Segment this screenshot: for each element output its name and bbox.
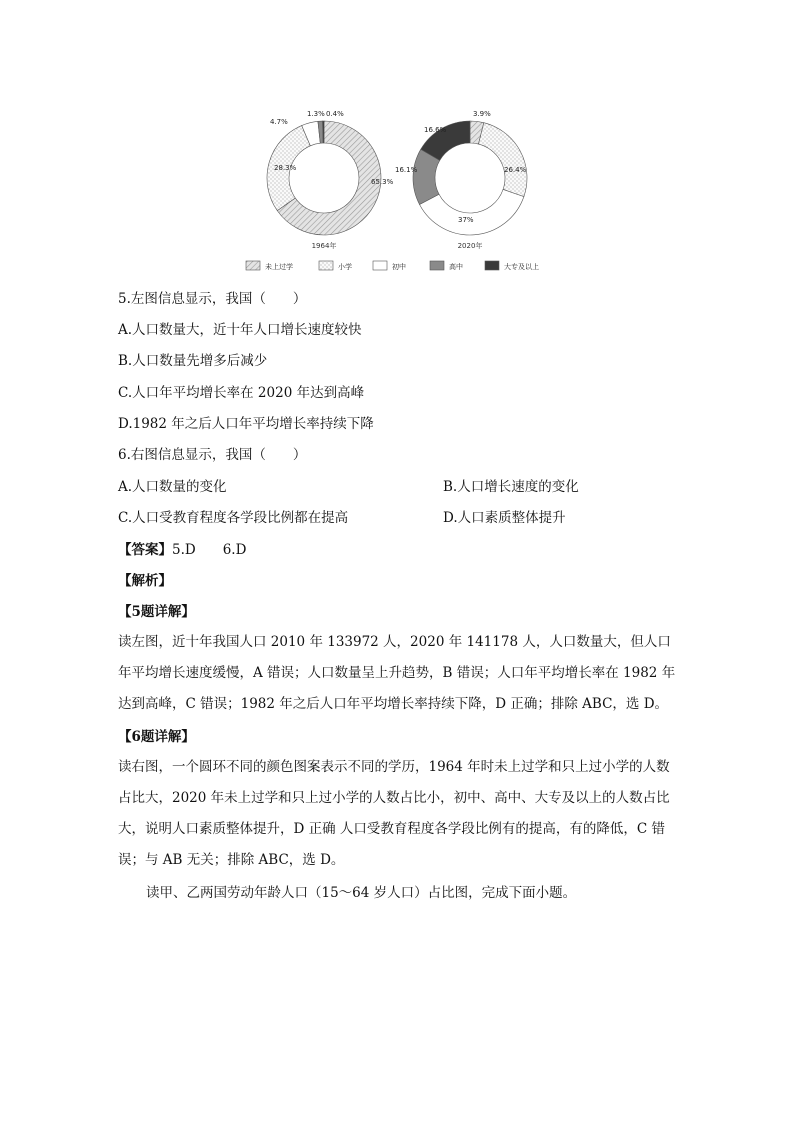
question-5-stem: 5.左图信息显示，我国（ ） (118, 291, 307, 307)
slice-value-label: 1.3% (307, 110, 325, 118)
legend-label: 大专及以上 (504, 263, 539, 271)
slice-value-label: 16.6% (424, 126, 447, 134)
donut-slice (478, 123, 527, 197)
question-5-option-b: B.人口数量先增多后减少 (118, 353, 268, 369)
slice-value-label: 28.3% (274, 164, 297, 172)
slice-value-label: 26.4% (504, 166, 527, 174)
donut-slice (323, 121, 324, 143)
slice-value-label: 0.4% (326, 110, 344, 118)
slice-value-label: 16.1% (395, 166, 418, 174)
legend-swatch (319, 261, 333, 270)
answer-tag: 【答案】 (118, 542, 172, 558)
detail-5-tag: 【5题详解】 (118, 604, 195, 620)
next-question-intro: 读甲、乙两国劳动年龄人口（15～64 岁人口）占比图，完成下面小题。 (146, 885, 577, 901)
detail-5-text: 读左图，近十年我国人口 2010 年 133972 人，2020 年 141178 人，人口数量大，但人口年平均增长速度缓慢，A 错误；人口数量呈上升趋势，B 错误；人口年平均增长率在 1982 年达到高峰，C 错误；1982 年之后人口年平均增长率持续下降，D 正确；排除 ABC，选 D。 (118, 634, 676, 712)
slice-value-label: 37% (458, 216, 474, 224)
slice-value-label: 4.7% (270, 118, 288, 126)
legend-label: 未上过学 (265, 263, 293, 271)
slice-value-label: 3.9% (473, 110, 491, 118)
education-donut-charts (240, 104, 560, 276)
legend-label: 小学 (338, 263, 352, 271)
legend-label: 初中 (392, 263, 406, 271)
detail-6-text: 读右图，一个圆环不同的颜色图案表示不同的学历，1964 年时未上过学和只上过小学的人数占比大，2020 年未上过学和只上过小学的人数占比小，初中、高中、大专及以上的人数占比大，说明人口素质整体提升，D 正确 人口受教育程度各学段比例有的提高，有的降低，C 错误；与 AB 无关；排除 ABC，选 D。 (118, 759, 670, 868)
question-6-option-a: A.人口数量的变化 (118, 479, 227, 495)
donut-year-label: 1964年 (311, 242, 337, 250)
question-6-option-c: C.人口受教育程度各学段比例都在提高 (118, 510, 349, 526)
question-5-option-a: A.人口数量大，近十年人口增长速度较快 (118, 322, 362, 338)
detail-6-tag: 【6题详解】 (118, 729, 195, 745)
legend-swatch (430, 261, 444, 270)
question-5-option-d: D.1982 年之后人口年平均增长率持续下降 (118, 416, 374, 432)
question-6-option-d: D.人口素质整体提升 (443, 510, 566, 526)
slice-value-label: 65.3% (371, 178, 394, 186)
donut-year-label: 2020年 (457, 242, 483, 250)
donut-charts-svg (240, 104, 560, 276)
legend-swatch (373, 261, 387, 270)
legend-label: 高中 (449, 263, 463, 271)
question-6-option-b: B.人口增长速度的变化 (443, 479, 579, 495)
answer-text: 5.D 6.D (172, 542, 247, 558)
answer-line (118, 541, 246, 559)
question-5-option-c: C.人口年平均增长率在 2020 年达到高峰 (118, 385, 365, 401)
legend-swatch (246, 261, 260, 270)
analysis-tag: 【解析】 (118, 573, 172, 589)
legend-swatch (485, 261, 499, 270)
question-6-stem: 6.右图信息显示，我国（ ） (118, 447, 307, 463)
